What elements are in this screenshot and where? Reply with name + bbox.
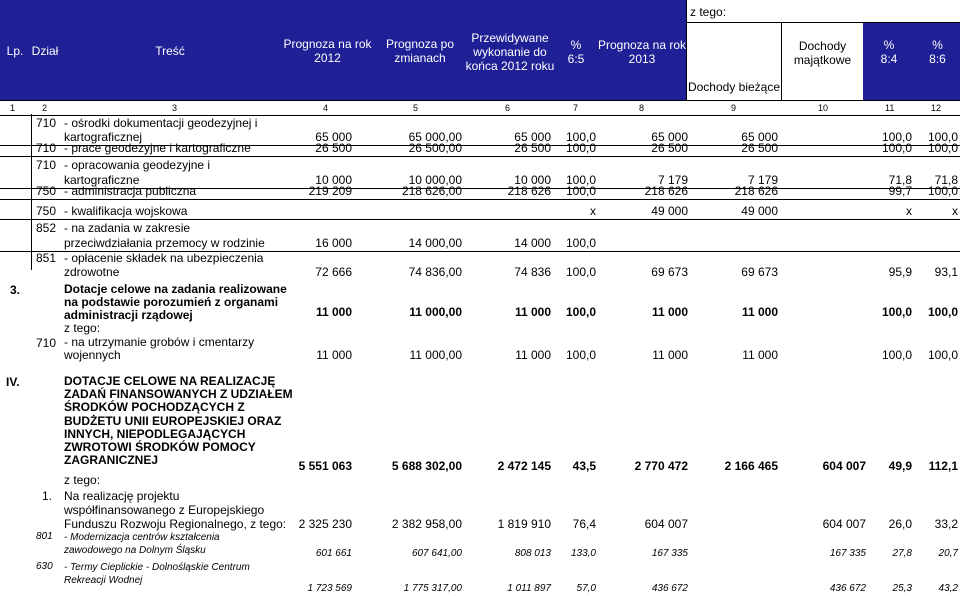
tresc-line: zdrowotne [64,265,120,279]
cell-c12: 93,1 [934,265,958,279]
cell-c8: 2 770 472 [634,459,688,473]
cell-c7: 100,0 [565,141,596,155]
cell-c7: 100,0 [565,265,596,279]
cell-c5: 11 000,00 [409,305,462,319]
row-dzial: 851 [36,251,57,265]
cell-c4: 16 000 [315,236,352,250]
cell-c8: 604 007 [644,517,688,531]
cell-c4: 10 000 [315,173,352,187]
cell-c4: 219 209 [308,184,352,198]
row-tresc [64,561,250,587]
cell-c6: 11 000 [514,305,551,319]
cell-c7: 100,0 [565,173,596,187]
cell-c11: 99,7 [888,184,912,198]
tresc-line: ZAGRANICZNEJ [64,453,159,468]
cell-c4: 2 325 230 [298,517,352,531]
col-number: 4 [323,103,329,113]
tresc-line: - opłacenie składek na ubezpieczenia [64,251,264,265]
tresc-line: administracji rządowej [64,308,193,322]
row-dzial: 750 [36,204,57,218]
cell-c7: 57,0 [576,583,596,594]
header-lp: Lp. [6,43,24,58]
cell-c12: 100,0 [927,348,958,362]
row-tresc [64,489,286,531]
header-dochody-majatkowe: Dochody majątkowe [781,23,863,100]
cell-c6: 74 836 [514,265,551,279]
tresc-line: Rekreacji Wodnej [64,575,143,586]
cell-c11: 100,0 [881,348,912,362]
cell-c12: 71,8 [934,173,958,187]
cell-c12: 33,2 [934,517,958,531]
cell-c5: 1 775 317,00 [403,583,462,594]
cell-c6: 65 000 [514,130,551,144]
row-tresc [64,184,196,198]
col-number: 9 [731,103,737,113]
cell-c8: 218 626 [644,184,688,198]
cell-c5: 5 688 302,00 [391,459,462,473]
cell-c11: 100,0 [881,130,912,144]
cell-c7: 100,0 [565,236,596,250]
cell-c8: 436 672 [651,583,688,594]
row-lp: 3. [10,283,21,297]
cell-c7: 43,5 [572,459,596,473]
col-number: 8 [639,103,645,113]
cell-c6: 1 819 910 [497,517,551,531]
tresc-line: Funduszu Rozwoju Regionalnego, z tego: [64,517,287,531]
header-z-tego: z tego: [686,0,960,23]
row-lp: IV. [6,375,20,389]
cell-c11: 95,9 [888,265,912,279]
cell-c8: 11 000 [651,305,688,319]
cell-c8: 69 673 [651,265,688,279]
tresc-line: zawodowego na Dolnym Śląsku [64,545,206,556]
cell-c9: 65 000 [741,130,778,144]
cell-c9: 7 179 [747,173,778,187]
cell-c5: 10 000,00 [408,173,462,187]
cell-c6: 26 500 [514,141,551,155]
row-tresc [64,322,100,335]
tresc-line: Dotacje celowe na zadania realizowane [64,282,287,296]
tresc-line: kartograficzne [64,173,140,187]
cell-c6: 808 013 [514,548,551,559]
cell-c12: 100,0 [927,141,958,155]
tresc-line: - na zadania w zakresie [64,221,191,235]
cell-c6: 14 000 [514,236,551,250]
cell-c7: 100,0 [565,184,596,198]
row-tresc [64,531,220,557]
tresc-line: z tego: [64,321,101,335]
header-prognoza-2013: Prognoza na rok 2013 [597,38,687,66]
cell-c7: x [590,204,596,218]
tresc-line: Na realizację projektu [64,489,180,503]
tresc-line: kartograficznej [64,130,143,144]
cell-c8: 11 000 [652,348,688,362]
row-dzial: 710 [36,141,57,155]
row-dzial: 801 [36,531,53,542]
cell-c4: 72 666 [315,265,352,279]
row-tresc [64,221,265,251]
cell-c5: 26 500,00 [408,141,462,155]
cell-c11: 27,8 [892,548,912,559]
cell-c7: 76,4 [572,517,596,531]
tresc-line: INNYCH, NIEPODLEGAJĄCYCH [64,426,246,441]
cell-c4: 11 000 [316,348,352,362]
row-tresc [64,283,287,322]
row-dzial: 852 [36,221,57,235]
header-prognoza-2012: Prognoza na rok 2012 [283,37,372,65]
cell-c12: 20,7 [938,548,958,559]
row-tresc [64,474,100,487]
cell-c6: 10 000 [514,173,551,187]
cell-c8: 49 000 [651,204,688,218]
cell-c11: 71,8 [888,173,912,187]
row-separator [0,156,960,157]
cell-c12: 100,0 [927,130,958,144]
row-tresc [64,204,187,218]
cell-c5: 11 000,00 [409,348,462,362]
table-header [0,0,960,100]
cell-c7: 100,0 [565,305,596,319]
cell-c4: 1 723 569 [307,583,352,594]
cell-c9: 49 000 [741,204,778,218]
cell-c12: 112,1 [928,459,958,473]
cell-c12: 100,0 [927,305,958,319]
col-number: 10 [818,103,829,113]
cell-c11: 100,0 [881,305,912,319]
tresc-line: ZWROTOWI ŚRODKÓW POMOCY [64,440,256,455]
cell-c8: 167 335 [651,548,688,559]
cell-c8: 7 179 [657,173,688,187]
tresc-line: na podstawie porozumień z organami [64,295,279,309]
header-dzial: Dział [31,43,59,58]
row-tresc [64,375,293,467]
cell-c4: 65 000 [315,130,352,144]
tresc-line: - Termy Cieplickie - Dolnośląskie Centrum [64,562,250,573]
tresc-line: - administracja publiczna [64,184,197,198]
tresc-line: współfinansowanego z Europejskiego [64,503,265,517]
cell-c12: x [952,204,958,218]
cell-c8: 26 500 [651,141,688,155]
tresc-line: przeciwdziałania przemocy w rodzinie [64,236,265,250]
cell-c5: 74 836,00 [408,265,462,279]
cell-c9: 11 000 [742,348,778,362]
row-separator [0,199,960,200]
col-number: 5 [413,103,419,113]
col-number: 2 [42,103,48,113]
cell-c11: 26,0 [888,517,912,531]
cell-c6: 218 626 [507,184,551,198]
cell-c11: 25,3 [892,583,912,594]
column-divider [31,114,32,270]
row-separator [0,219,960,220]
tresc-line: ZADAŃ FINANSOWANYCH Z UDZIAŁEM [64,387,293,402]
row-dzial: 710 [36,336,57,350]
tresc-line: wojennych [64,347,121,362]
cell-c4: 601 661 [315,548,352,559]
col-number: 7 [573,103,579,113]
tresc-line: - prace geodezyjne i kartograficzne [64,141,251,155]
cell-c5: 2 382 958,00 [391,517,462,531]
row-tresc [64,251,263,279]
col-number: 3 [172,103,178,113]
row-dzial: 750 [36,184,57,198]
row-dzial: 1. [42,489,53,503]
tresc-line: ŚRODKÓW POCHODZĄCYCH Z [64,400,245,415]
cell-c10: 167 335 [829,548,866,559]
row-tresc [64,141,251,155]
cell-c5: 607 641,00 [411,548,462,559]
header-pct-8-4: % 8:4 [880,38,898,66]
header-przewidywane: Przewidywane wykonanie do końca 2012 roku [465,31,555,73]
cell-c7: 100,0 [565,130,596,144]
col-number: 11 [885,103,895,113]
cell-c6: 1 011 897 [507,583,551,594]
cell-c9: 69 673 [741,265,778,279]
cell-c7: 133,0 [570,548,596,559]
tresc-line: - ośrodki dokumentacji geodezyjnej i [64,116,258,130]
tresc-line: z tego: [64,473,101,487]
header-tresc: Treść [155,43,185,58]
cell-c11: 49,9 [888,459,912,473]
cell-c11: 100,0 [881,141,912,155]
cell-c5: 14 000,00 [408,236,462,250]
cell-c9: 26 500 [741,141,778,155]
header-prognoza-po-zmianach: Prognoza po zmianach [385,37,455,65]
row-tresc [64,336,254,361]
cell-c10: 604 007 [822,517,866,531]
cell-c4: 26 500 [315,141,352,155]
tresc-line: - na utrzymanie grobów i cmentarzy [64,335,255,349]
cell-c6: 11 000 [515,348,551,362]
tresc-line: - kwalifikacja wojskowa [64,204,188,218]
cell-c6: 2 472 145 [497,459,551,473]
cell-c12: 100,0 [927,184,958,198]
cell-c7: 100,0 [565,348,596,362]
row-dzial: 630 [36,561,53,572]
col-number: 12 [931,103,942,113]
row-dzial: 710 [36,116,57,130]
cell-c9: 2 166 465 [724,459,778,473]
tresc-line: DOTACJE CELOWE NA REALIZACJĘ [64,374,276,388]
cell-c10: 604 007 [822,459,866,473]
header-dochody-biezace: Dochody bieżące [686,23,781,100]
header-pct-6-5: % 6:5 [567,38,585,66]
row-dzial: 710 [36,158,57,172]
tresc-line: - opracowania geodezyjne i [64,158,211,172]
col-number: 6 [505,103,511,113]
cell-c10: 436 672 [829,583,866,594]
column-numbers-row [0,100,960,116]
cell-c5: 65 000,00 [408,130,462,144]
tresc-line: - Modernizacja centrów kształcenia [64,532,220,543]
header-pct-8-6: % 8:6 [929,38,946,66]
cell-c9: 11 000 [741,305,778,319]
tresc-line: BUDŻETU UNII EUROPEJSKIEJ ORAZ [64,413,282,428]
cell-c11: x [906,204,912,218]
cell-c5: 218 626,00 [401,184,462,198]
col-number: 1 [10,103,16,113]
cell-c9: 218 626 [734,184,778,198]
cell-c4: 5 551 063 [298,459,352,473]
row-tresc [64,116,257,144]
cell-c8: 65 000 [651,130,688,144]
cell-c4: 11 000 [315,305,352,319]
cell-c12: 43,2 [938,583,958,594]
